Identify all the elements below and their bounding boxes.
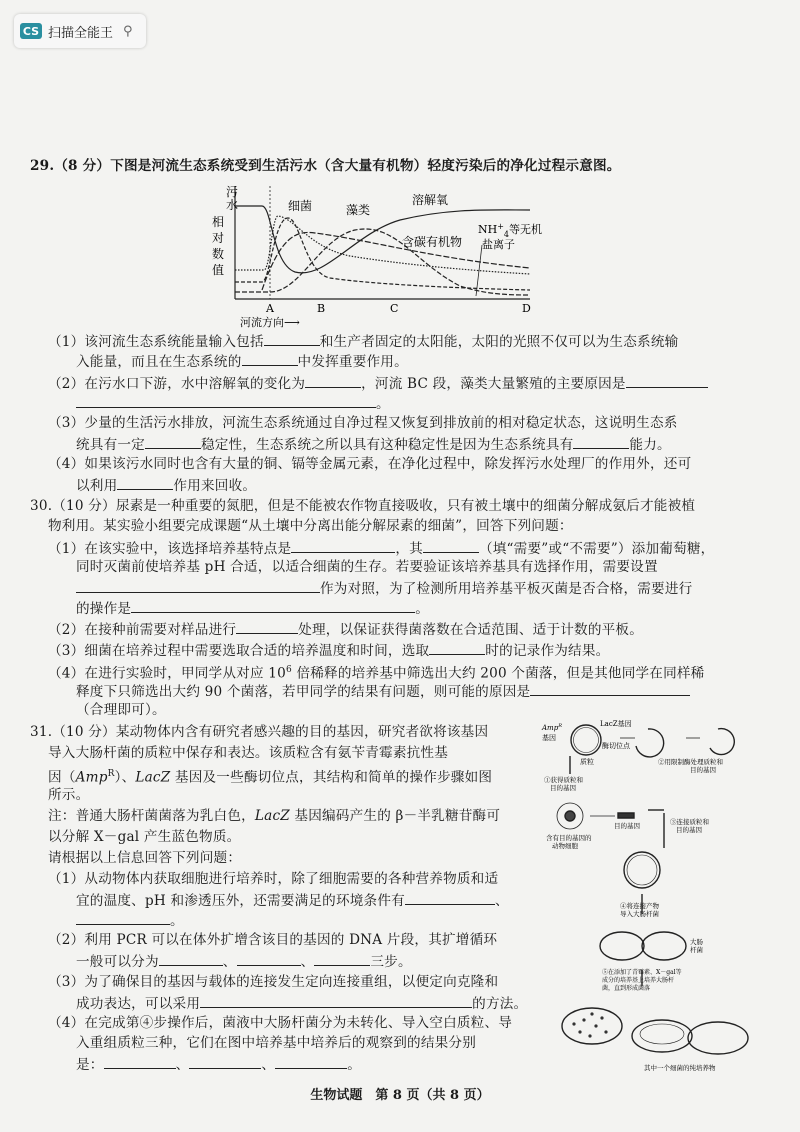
q31-stem-line1: 31.（10 分）某动物体内含有研究者感兴趣的目的基因，研究者欲将该基因: [30, 724, 489, 740]
q31-1-line3: 。: [76, 910, 184, 930]
q30-stem-line1: 30.（10 分）尿素是一种重要的氮肥，但是不能被农作物直接吸收，只有被土壤中的细菌分解成氨后才能被植: [30, 498, 696, 514]
q31-3-line1: （3）为了确保目的基因与载体的连接发生定向连接重组，以便定向克隆和: [48, 974, 499, 990]
q30-4-line1: （4）在进行实验时，甲同学从对应 $10^6$ 倍稀释的培养基中筛选出大约 200 个菌落，但是其他同学在同样稀: [48, 665, 705, 682]
graph-label-sewage-2: 水: [226, 198, 239, 212]
q29-1-line1: （1）该河流生态系统能量输入包括 和生产者固定的太阳能，太阳的光照不仅可以为生态系统输: [48, 331, 678, 351]
q31-1-line2: 宜的温度、pH 和渗透压外，还需要满足的环境条件有 、: [76, 890, 509, 910]
q29-2-line1: （2）在污水口下游，水中溶解氧的变化为 ，河流 BC 段，藻类大量繁殖的主要原因是: [48, 373, 708, 393]
q29-3-line2: 统具有一定 稳定性，生态系统之所以具有这种稳定性是因为生态系统具有 能力。: [76, 434, 671, 454]
graph-point-b: B: [317, 302, 326, 315]
graph-label-organic: 含碳有机物: [402, 235, 463, 249]
purification-graph: [200, 178, 560, 328]
fig-step1-line1: ①获得质粒和: [544, 776, 583, 784]
fig-step4-line2: 导入大肠杆菌: [620, 910, 659, 918]
q30-2: （2）在接种前需要对样品进行 处理，以保证获得菌落数在合适范围、适于计数的平板。: [48, 619, 643, 639]
q31-2-line1: （2）利用 PCR 可以在体外扩增含该目的基因的 DNA 片段，其扩增循环: [48, 932, 498, 948]
q31-2-line2: 一般可以分为 、 、 三步。: [76, 951, 412, 971]
graph-ylabel-3: 数: [212, 247, 225, 261]
graph-flow-label: 河流方向⟶: [240, 316, 300, 328]
fig-cutsite-label: 酶切位点: [602, 742, 630, 750]
q31-4-line2: 入重组质粒三种，它们在图中培养基中培养后的观察到的结果分别: [76, 1035, 477, 1051]
q31-stem-line3: 因（Amp$^R$）、LacZ 基因及一些酶切位点，其结构和简单的操作步骤如图: [48, 769, 493, 786]
q30-1-line3: 作为对照，为了检测所用培养基平板灭菌是否合格，需要进行: [76, 578, 692, 598]
fig-ecoli-line1: 大肠: [690, 938, 703, 946]
app-logo: CS: [20, 23, 42, 39]
fig-lacz-label: LacZ基因: [600, 720, 632, 728]
q29-2-line2: 。: [76, 393, 390, 413]
q30-3: （3）细菌在培养过程中需要选取合适的培养温度和时间，选取 时的记录作为结果。: [48, 640, 609, 660]
page-footer: 生物试题 第 8 页（共 8 页）: [310, 1088, 490, 1103]
fig-step2-line2: 目的基因: [690, 766, 716, 774]
graph-label-bacteria: 细菌: [288, 199, 313, 213]
q30-stem-line2: 物利用。某实验小组要完成课题“从土壤中分离出能分解尿素的细菌”，回答下列问题：: [48, 518, 573, 534]
q31-4-line3: 是： 、 、 。: [76, 1054, 361, 1074]
fig-bottom-label: 其中一个细菌的纯培养物: [644, 1064, 716, 1072]
fig-cell-line2: 动物细胞: [552, 842, 578, 850]
graph-ylabel-2: 对: [212, 231, 225, 245]
q29-3-line1: （3）少量的生活污水排放，河流生态系统通过自净过程又恢复到排放前的相对稳定状态，这说明生态系: [48, 415, 678, 431]
q29-4-line2: 以利用 作用来回收。: [76, 475, 256, 495]
q29-stem: 29.（8 分）下图是河流生态系统受到生活污水（含大量有机物）轻度污染后的净化过程示意图。: [30, 158, 621, 174]
q30-1-line4: 的操作是 。: [76, 598, 429, 618]
app-badge[interactable]: [14, 14, 146, 48]
fig-step3-line1: ③连接质粒和: [670, 818, 709, 826]
fig-step2-line1: ②用限制酶处理质粒和: [658, 758, 723, 766]
graph-label-sewage-1: 污: [226, 185, 239, 199]
fig-cell-line1: 含有目的基因的: [546, 834, 592, 842]
q30-1-line1: （1）在该实验中，该选择培养基特点是 ，其 （填“需要”或“不需要”）添加葡萄糖，: [48, 538, 714, 558]
fig-ampr-label: Amp$^R$: [542, 723, 562, 732]
q31-1-line1: （1）从动物体内获取细胞进行培养时，除了细胞需要的各种营养物质和适: [48, 871, 499, 887]
q30-4-line2: 释度下只筛选出大约 90 个菌落，若甲同学的结果有问题，则可能的原因是: [76, 681, 690, 701]
fig-gene-label: 基因: [542, 734, 556, 742]
q29-4-line1: （4）如果该污水同时也含有大量的铜、镉等金属元素，在净化过程中，除发挥污水处理厂的作用外，还可: [48, 456, 692, 472]
q31-ask: 请根据以上信息回答下列问题：: [48, 850, 242, 866]
fig-step4-line1: ④将连接产物: [620, 902, 659, 910]
app-name: 扫描全能王: [48, 25, 114, 41]
graph-point-a: A: [266, 302, 274, 315]
q30-1-line2: 同时灭菌前使培养基 pH 合适，以适合细菌的生存。若要验证该培养基具有选择作用，需要设置: [76, 559, 658, 575]
graph-label-algae: 藻类: [346, 203, 371, 217]
fig-ecoli-line2: 杆菌: [690, 946, 703, 954]
q31-3-line2: 成功表达，可以采用 的方法。: [76, 993, 527, 1013]
graph-label-oxygen: 溶解氧: [412, 193, 449, 207]
graph-label-ions: 盐离子: [482, 238, 515, 251]
search-icon[interactable]: ⚲: [123, 23, 133, 39]
q31-4-line1: （4）在完成第④步操作后，菌液中大肠杆菌分为未转化、导入空白质粒、导: [48, 1015, 513, 1031]
fig-plasmid-label: 质粒: [580, 758, 594, 766]
graph-ylabel-4: 值: [212, 263, 225, 277]
fig-step5-line2: 成分的培养基上培养大肠杆: [602, 977, 675, 984]
cloning-procedure-figure: [540, 718, 782, 1078]
q31-stem-line2: 导入大肠杆菌的质粒中保存和表达。该质粒含有氨苄青霉素抗性基: [48, 745, 449, 761]
q31-stem-line4: 所示。: [48, 787, 90, 803]
graph-point-c: C: [390, 302, 399, 315]
fig-step5-line3: 菌，直到形成菌落: [602, 985, 651, 992]
q30-4-line3: （合理即可）。: [76, 702, 166, 718]
q31-note-line2: 以分解 X－gal 产生蓝色物质。: [48, 829, 241, 845]
fig-target-label: 目的基因: [614, 822, 640, 830]
graph-point-d: D: [522, 302, 531, 315]
graph-label-nh4: $NH^+_4$等无机: [478, 222, 543, 239]
fig-step1-line2: 目的基因: [550, 784, 576, 792]
fig-step3-line2: 目的基因: [676, 826, 702, 834]
graph-ylabel-1: 相: [212, 215, 225, 229]
fig-step5-line1: ⑤在添加了青霉素、X－gal等: [602, 969, 682, 976]
q29-1-line2: 入能量，而且在生态系统的 中发挥重要作用。: [76, 351, 408, 371]
q31-note-line1: 注：普通大肠杆菌菌落为乳白色，LacZ 基因编码产生的 β－半乳糖苷酶可: [48, 808, 501, 824]
